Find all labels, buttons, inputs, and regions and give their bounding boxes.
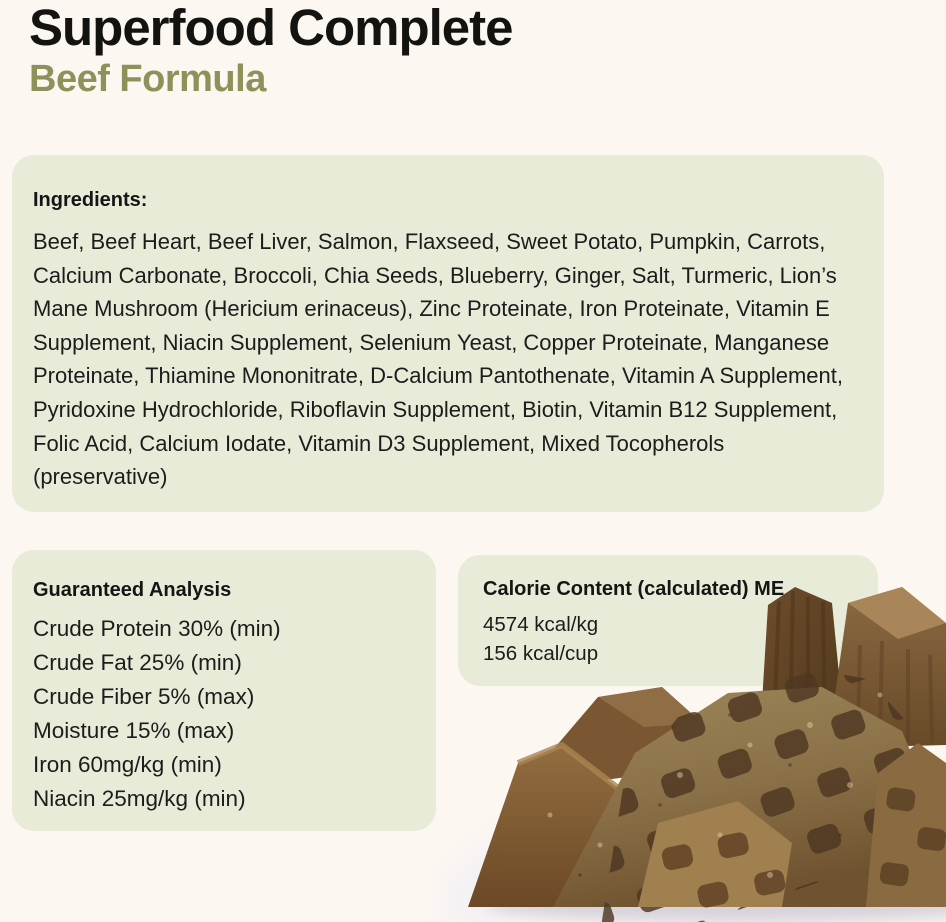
guaranteed-analysis-panel [12, 550, 436, 831]
guaranteed-analysis-heading: Guaranteed Analysis [33, 579, 232, 601]
analysis-item-moisture: Moisture 15% (max) [33, 718, 235, 743]
analysis-item-crude-protein: Crude Protein 30% (min) [33, 616, 281, 641]
product-header [29, 0, 513, 100]
analysis-item-iron: Iron 60mg/kg (min) [33, 752, 222, 777]
product-subtitle: Beef Formula [29, 58, 266, 101]
product-title: Superfood Complete [29, 0, 513, 56]
product-photo [430, 575, 946, 922]
guaranteed-analysis-list [33, 612, 418, 816]
ingredients-heading: Ingredients: [33, 189, 148, 211]
ingredients-panel [12, 155, 884, 512]
calorie-kcal-per-kg: 4574 kcal/kg [483, 613, 599, 636]
calorie-kcal-per-cup: 156 kcal/cup [483, 642, 599, 665]
analysis-item-niacin: Niacin 25mg/kg (min) [33, 786, 246, 811]
analysis-item-crude-fat: Crude Fat 25% (min) [33, 650, 242, 675]
calorie-content-heading: Calorie Content (calculated) ME [483, 578, 785, 600]
ingredients-text: Beef, Beef Heart, Beef Liver, Salmon, Flaxseed, Sweet Potato, Pumpkin, Carrots, Calcium Carbonate, Broccoli, Chia Seeds, Blueberry, Ginger, Salt, Turmeric, Lion’s Mane Mushroom (Hericium erinaceus), Zinc Proteinate, Iron Proteinate, Vitamin E Supplement, Niacin Supplement, Selenium Yeast, Copper Proteinate, Manganese Proteinate, Thiamine Mononitrate, D-Calcium Pantothenate, Vitamin A Supplement, Pyridoxine Hydrochloride, Riboflavin Supplement, Biotin, Vitamin B12 Supplement, Folic Acid, Calcium Iodate, Vitamin D3 Supplement, Mixed Tocopherols (preservative) [33, 229, 843, 490]
analysis-item-crude-fiber: Crude Fiber 5% (max) [33, 684, 255, 709]
